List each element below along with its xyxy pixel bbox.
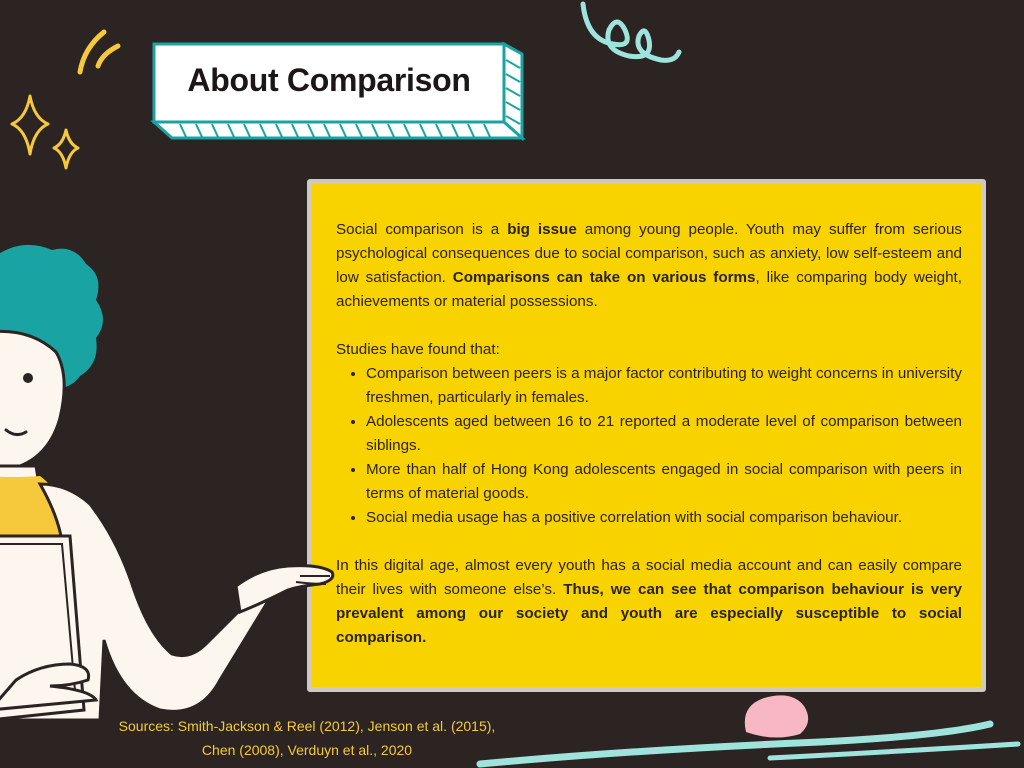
sparkle-stars-icon [8,92,88,172]
intro-paragraph: Social comparison is a big issue among young people. Youth may suffer from serious psychological consequences due to social comparison, such as anxiety, low self-esteem and low satisfaction. Comparisons can take on various forms, like comparing body weight, achievements or material possessions. [336,221,962,310]
mint-swoosh-icon [470,708,1024,768]
card-body [336,218,962,650]
list-item: • More than half of Hong Kong adolescents engaged in social comparison with peers in terms of material goods. [366,458,962,506]
list-item: • Adolescents aged between 16 to 21 reported a moderate level of comparison between siblings. [366,410,962,458]
findings-list [336,362,962,530]
curly-squiggle-icon [575,0,685,70]
emphasis-conclusion: Thus, we can see that comparison behaviour is very prevalent among our society and youth are especially susceptible to social comparison. [336,581,962,646]
emphasis-forms: Comparisons can take on various forms [452,269,756,286]
page-title: About Comparison [187,61,471,98]
double-arc-doodle-icon [70,20,130,80]
studies-heading: Studies have found that: [336,341,500,358]
presenter-illustration [0,240,340,720]
title-plaque [150,40,528,146]
sources-citation: Sources: Smith-Jackson & Reel (2012), Jenson et al. (2015), Chen (2008), Verduyn et al., 2020 [118,718,496,758]
content-card [307,179,986,692]
list-item: • Comparison between peers is a major factor contributing to weight concerns in university freshmen, particularly in females. [366,362,962,410]
list-item: • Social media usage has a positive correlation with social comparison behaviour. [366,506,962,530]
emphasis-big-issue: big issue [507,221,577,238]
conclusion-paragraph: In this digital age, almost every youth has a social media account and can easily compare their lives with someone else’s. Thus, we can see that comparison behaviour is very prevalent among our society and youth are especially susceptible to social comparison. [336,557,962,646]
